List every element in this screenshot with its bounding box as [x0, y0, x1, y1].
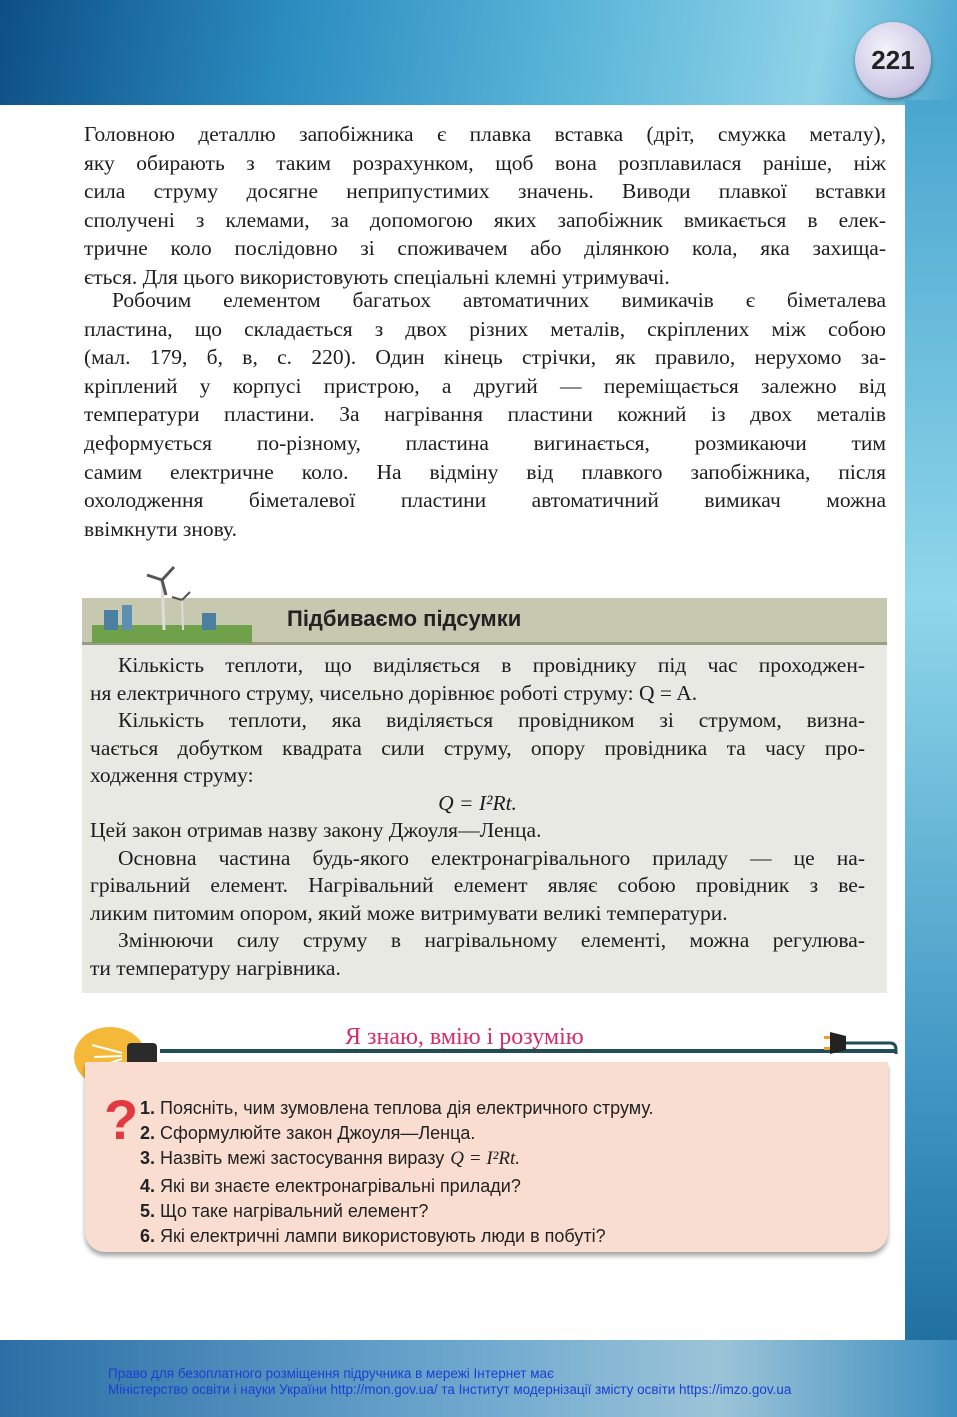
text-line: тричне коло послідовно зі споживачем або ділянкою кола, яка захища-	[84, 236, 886, 261]
text-line: охолодження біметалевої пластини автоматичний вимикач можна	[84, 488, 886, 513]
text-line: ня електричного струму, чисельно дорівнює роботі струму: Q = A.	[90, 680, 698, 705]
question-number: 3.	[140, 1148, 156, 1168]
formula: Q = I²Rt.	[438, 790, 517, 815]
top-banner	[0, 0, 957, 110]
questions-list	[140, 1096, 654, 1249]
footer-links[interactable]: Міністерство освіти і науки України http://mon.gov.ua/ та Інститут модернізації змісту освіти https://imzo.gov.ua	[108, 1382, 792, 1397]
text-line: Головною деталлю запобіжника є плавка вставка (дріт, смужка металу),	[84, 122, 886, 146]
text-line: сполучені з клемами, за допомогою яких запобіжник вмикається в елек-	[84, 207, 886, 232]
question-text: Які електричні лампи використовують люди в побуті?	[160, 1226, 606, 1246]
question-number: 4.	[140, 1176, 156, 1196]
footer-line: Право для безоплатного розміщення підручника в мережі Інтернет має	[108, 1366, 554, 1381]
text-line: самим електричне коло. На відміну від плавкого запобіжника, після	[84, 459, 886, 484]
summary-text	[90, 652, 865, 982]
side-decoration	[905, 100, 957, 1350]
question-mark-icon: ?	[104, 1088, 139, 1151]
question-item	[140, 1224, 654, 1249]
text-line: Змінюючи силу струму в нагрівальному елементі, можна регулюва-	[118, 928, 865, 952]
copyright-footer	[108, 1366, 791, 1398]
text-line: температури пластини. За нагрівання пластини кожний із двох металів	[84, 402, 886, 427]
formula: Q = I²Rt.	[450, 1148, 520, 1169]
wind-turbine-icon	[92, 565, 252, 643]
questions-title: Я знаю, вмію і розумію	[345, 1024, 584, 1050]
text-line: (мал. 179, б, в, с. 220). Один кінець стрічки, як правило, нерухомо за-	[84, 345, 886, 370]
text-line: кріплений у корпусі пристрою, а другий — переміщається залежно від	[84, 373, 886, 398]
text-line: Робочим елементом багатьох автоматичних вимикачів є біметалева	[112, 288, 886, 312]
text-line: пластина, що складається з двох різних металів, скріплених між собою	[84, 316, 886, 341]
text-line: Цей закон отримав назву закону Джоуля—Ленца.	[90, 818, 542, 842]
text-line: сила струму досягне неприпустимих значень. Виводи плавкої вставки	[84, 179, 886, 204]
question-item	[140, 1121, 654, 1146]
summary-box	[82, 598, 887, 993]
text-line: грівальний елемент. Нагрівальний елемент являє собою провідник з ве-	[90, 873, 865, 897]
text-line: ходження струму:	[90, 763, 254, 787]
question-item	[140, 1174, 654, 1199]
question-text: Які ви знаєте електронагрівальні прилади?	[160, 1176, 521, 1196]
question-number: 5.	[140, 1201, 156, 1221]
question-text: Назвіть межі застосування виразу	[160, 1148, 445, 1168]
text-line: Кількість теплоти, що виділяється в провіднику під час проходжен-	[118, 653, 865, 677]
text-line: Кількість теплоти, яка виділяється провідником зі струмом, визна-	[118, 708, 865, 732]
question-number: 6.	[140, 1226, 156, 1246]
question-item	[140, 1096, 654, 1121]
question-text: Сформулюйте закон Джоуля—Ленца.	[160, 1123, 476, 1143]
question-item	[140, 1199, 654, 1224]
text-line: яку обирають з таким розрахунком, щоб вона розплавилася раніше, ніж	[84, 150, 886, 175]
text-line: ввімкнути знову.	[84, 516, 237, 541]
body-paragraph-1	[84, 120, 886, 292]
text-line: Основна частина будь-якого електронагрівального приладу — це на-	[118, 845, 865, 870]
text-line: деформується по-різному, пластина вигинається, розмикаючи тим	[84, 430, 886, 455]
body-paragraph-2	[84, 286, 886, 543]
question-item	[140, 1146, 654, 1174]
question-number: 2.	[140, 1123, 156, 1143]
text-line: ликим питомим опором, який може витримувати великі температури.	[90, 900, 728, 925]
summary-title: Підбиваємо підсумки	[287, 606, 522, 631]
question-text: Поясніть, чим зумовлена теплова дія електричного струму.	[160, 1098, 654, 1118]
text-line: ється. Для цього використовують спеціальні клемні утримувачі.	[84, 264, 670, 289]
plug-icon	[812, 1028, 898, 1058]
question-number: 1.	[140, 1098, 156, 1118]
text-line: ти температуру нагрівника.	[90, 955, 341, 980]
text-line: чається добутком квадрата сили струму, опору провідника та часу про-	[90, 735, 865, 760]
question-text: Що таке нагрівальний елемент?	[160, 1201, 429, 1221]
page-number: 221	[855, 22, 931, 98]
